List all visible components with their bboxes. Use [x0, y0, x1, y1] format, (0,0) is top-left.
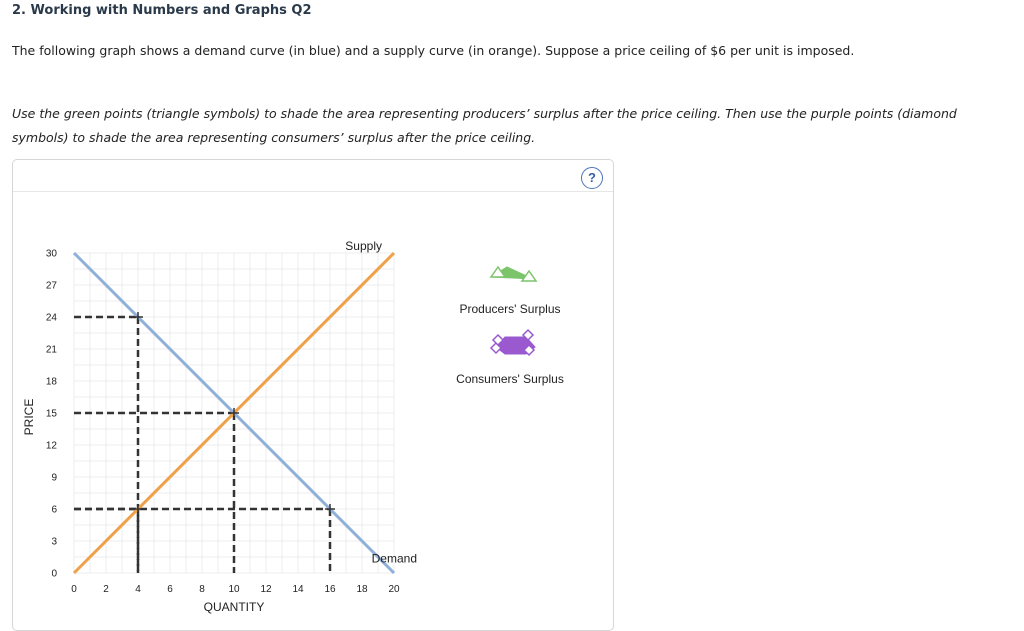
help-icon[interactable]: ?	[581, 167, 603, 189]
x-tick-label: 4	[135, 584, 141, 595]
supply-label: Supply	[345, 239, 382, 253]
y-tick-label: 24	[45, 312, 57, 324]
x-tick-label: 20	[388, 584, 400, 595]
y-tick-label: 3	[51, 536, 57, 548]
demand-label: Demand	[371, 551, 417, 566]
instructions-text: Use the green points (triangle symbols) to shade the area representing producers’ surplus after the price ceiling. Then use the purple points (diamond symbols) to shade the area representing consumers’ surplus after the price ceiling.	[12, 106, 957, 145]
y-tick-label: 9	[51, 472, 57, 484]
producers-surplus-label: Producers' Surplus	[459, 302, 561, 316]
y-tick-label: 0	[51, 568, 57, 580]
y-tick-label: 15	[45, 408, 57, 420]
consumers-surplus-label: Consumers' Surplus	[456, 372, 564, 386]
x-tick-label: 18	[356, 584, 368, 595]
y-tick-label: 18	[45, 376, 57, 388]
y-tick-label: 6	[51, 504, 57, 516]
y-tick-label: 27	[45, 280, 57, 292]
graph-panel	[12, 159, 614, 631]
x-tick-label: 10	[228, 584, 240, 595]
y-tick-label: 21	[45, 344, 57, 356]
question-title: 2. Working with Numbers and Graphs Q2	[12, 3, 312, 18]
x-tick-label: 16	[324, 584, 336, 595]
intro-text: The following graph shows a demand curve (in blue) and a supply curve (in orange). Suppose a price ceiling of $6 per unit is imposed.	[12, 43, 855, 58]
x-tick-label: 0	[71, 584, 77, 595]
y-axis-label: PRICE	[22, 398, 36, 436]
y-tick-label: 12	[45, 440, 57, 452]
x-tick-label: 8	[199, 584, 205, 595]
chart-svg[interactable]	[13, 160, 613, 630]
x-tick-label: 12	[260, 584, 272, 595]
x-axis-label: QUANTITY	[203, 600, 265, 614]
x-tick-label: 2	[103, 584, 109, 595]
y-tick-label: 30	[45, 248, 57, 260]
x-tick-label: 6	[167, 584, 173, 595]
x-tick-label: 14	[292, 584, 304, 595]
